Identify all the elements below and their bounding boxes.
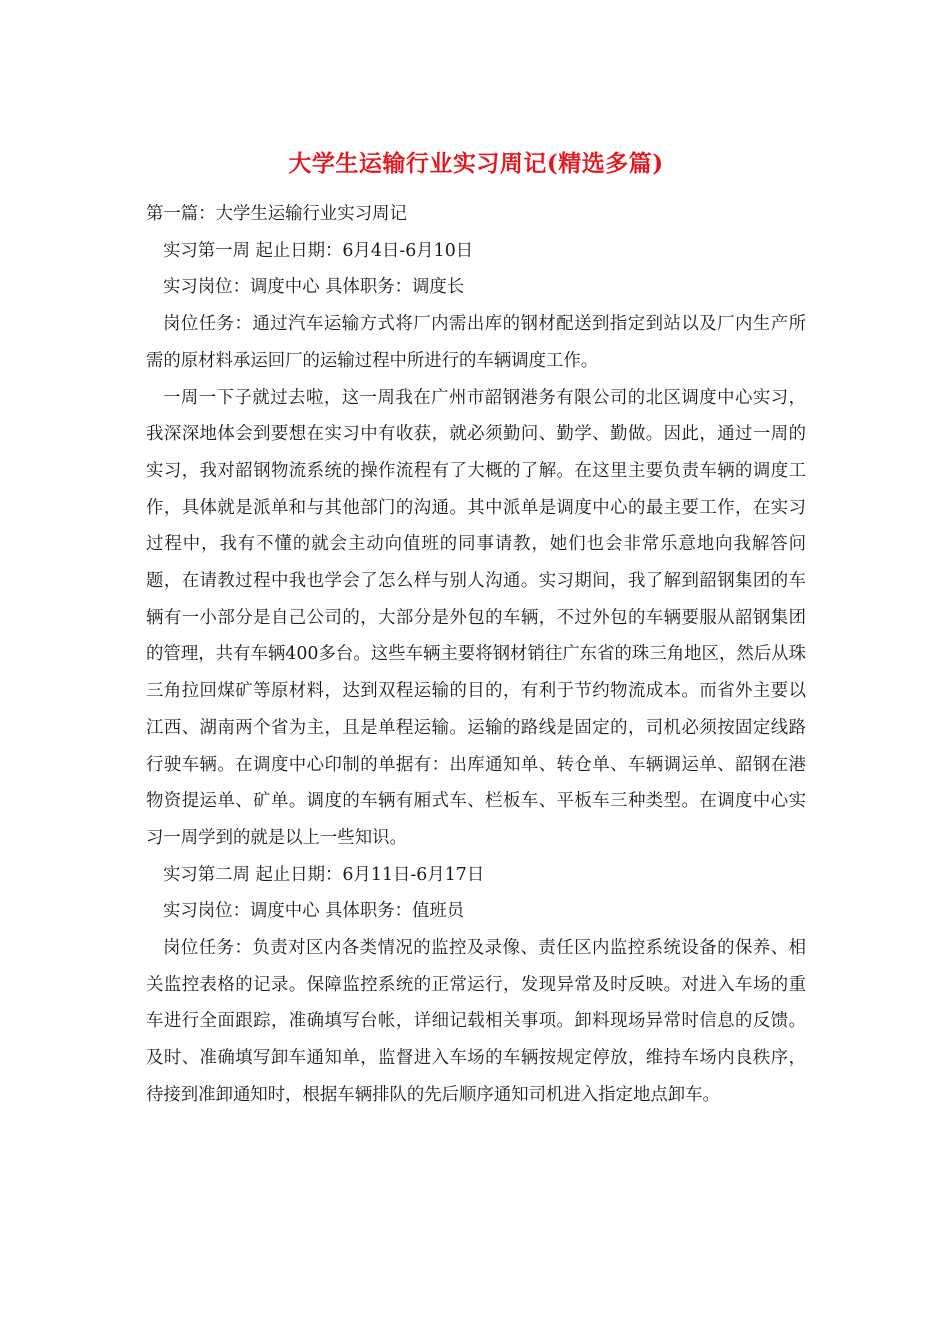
- week-one-position: 实习岗位：调度中心 具体职务：调度长: [163, 277, 465, 298]
- week-one-dates: 实习第一周 起止日期：6月4日-6月10日: [163, 240, 474, 261]
- document-body: [146, 148, 806, 1114]
- week-one-duties: 岗位任务：通过汽车运输方式将厂内需出库的钢材配送到指定到站以及厂内生产所需的原材料承运回厂的运输过程中所进行的车辆调度工作。: [146, 314, 806, 371]
- week-two-position: 实习岗位：调度中心 具体职务：值班员: [163, 901, 465, 922]
- section-heading: 第一篇：大学生运输行业实习周记: [146, 204, 407, 224]
- week-two-dates: 实习第二周 起止日期：6月11日-6月17日: [163, 864, 485, 885]
- week-one-summary: 一周一下子就过去啦，这一周我在广州市韶钢港务有限公司的北区调度中心实习，我深深地体会到要想在实习中有收获，就必须勤问、勤学、勤做。因此，通过一周的实习，我对韶钢物流系统的操作流程有了大概的了解。在这里主要负责车辆的调度工作，具体就是派单和与其他部门的沟通。其中派单是调度中心的最主要工作，在实习过程中，我有不懂的就会主动向值班的同事请教，她们也会非常乐意地向我解答问题，在请教过程中我也学会了怎么样与别人沟通。实习期间，我了解到韶钢集团的车辆有一小部分是自己公司的，大部分是外包的车辆，不过外包的车辆要服从韶钢集团的管理，共有车辆400多台。这些车辆主要将钢材销往广东省的珠三角地区，然后从珠三角拉回煤矿等原材料，达到双程运输的目的，有利于节约物流成本。而省外主要以江西、湖南两个省为主，且是单程运输。运输的路线是固定的，司机必须按固定线路行驶车辆。在调度中心印制的单据有：出库通知单、转仓单、车辆调运单、韶钢在港物资提运单、矿单。调度的车辆有厢式车、栏板车、平板车三种类型。在调度中心实习一周学到的就是以上一些知识。: [146, 387, 806, 848]
- document-title: 大学生运输行业实习周记(精选多篇): [288, 150, 664, 177]
- week-two-duties: 岗位任务：负责对区内各类情况的监控及录像、责任区内监控系统设备的保养、相关监控表格的记录。保障监控系统的正常运行，发现异常及时反映。对进入车场的重车进行全面跟踪，准确填写台帐，详细记载相关事项。卸料现场异常时信息的反馈。及时、准确填写卸车通知单，监督进入车场的车辆按规定停放，维持车场内良秩序，待接到准卸通知时，根据车辆排队的先后顺序通知司机进入指定地点卸车。: [146, 938, 806, 1105]
